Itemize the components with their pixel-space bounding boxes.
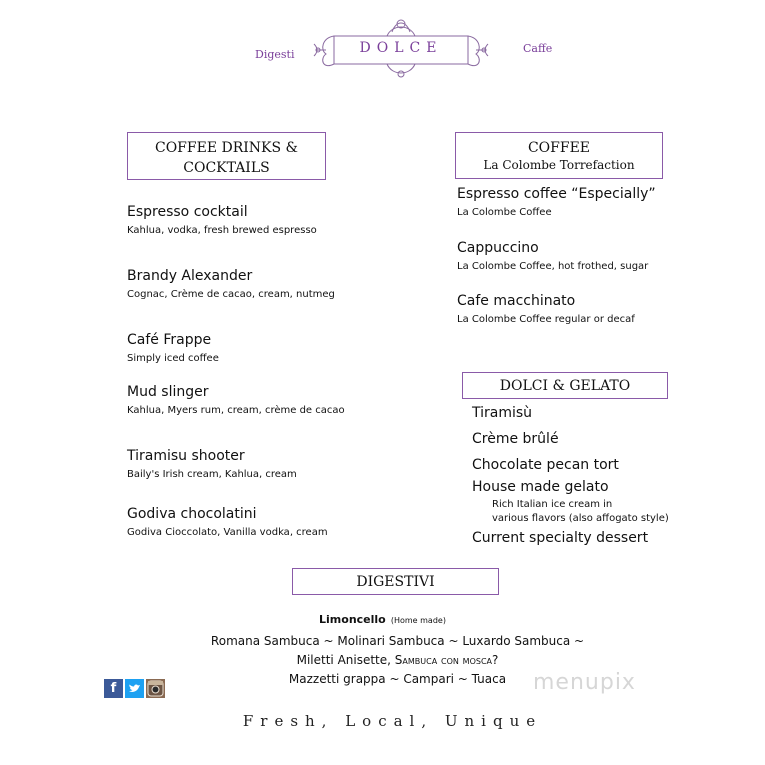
header-right-label: Caffe [523,42,553,55]
cocktail-item-name: Brandy Alexander [127,268,253,284]
digestivi-line2-a: Miletti Anisette, [296,653,395,667]
dolci-item: Chocolate pecan tort [472,457,619,473]
cocktails-heading-line1: COFFEE DRINKS & [154,140,298,156]
cocktail-item-desc: Kahlua, Myers rum, cream, crème de cacao [127,405,345,416]
coffee-item-name: Cafe macchinato [457,293,576,309]
cocktail-item-desc: Cognac, Crème de cacao, cream, nutmeg [127,289,335,300]
cocktail-item-name: Espresso cocktail [127,204,248,220]
coffee-heading-box [455,132,663,179]
limoncello-line [0,608,765,627]
cocktails-heading-line2: COCKTAILS [183,160,270,176]
logo [312,14,490,80]
cocktail-item-desc: Kahlua, vodka, fresh brewed espresso [127,225,317,236]
tagline: Fresh, Local, Unique [242,712,543,730]
dolci-heading-box: DOLCI & GELATO [462,372,668,399]
digestivi-heading-box: DIGESTIVI [292,568,499,595]
dolci-item: Tiramisù [472,405,533,421]
logo-text: DOLCE [359,40,443,56]
cocktail-item-name: Café Frappe [127,332,212,348]
coffee-item-name: Cappuccino [457,240,539,256]
header-left-label: Digesti [255,48,295,61]
coffee-subheading: La Colombe Torrefaction [483,158,635,172]
instagram-icon[interactable] [146,679,165,698]
cocktail-item-name: Mud slinger [127,384,209,400]
facebook-icon[interactable]: f [104,679,123,698]
cocktails-heading-box [127,132,326,180]
limoncello-note: (Home made) [390,616,446,625]
cocktail-item-desc: Baily's Irish cream, Kahlua, cream [127,469,297,480]
cocktail-item-desc: Simply iced coffee [127,353,219,364]
cocktail-item-name: Godiva chocolatini [127,506,257,522]
coffee-item-name: Espresso coffee “Especially” [457,186,656,202]
gelato-desc-line1: Rich Italian ice cream in [492,499,613,510]
dolci-item-last: Current specialty dessert [472,530,649,546]
coffee-heading: COFFEE [527,140,591,156]
bird-icon [125,679,144,698]
digestivi-line1: Romana Sambuca ~ Molinari Sambuca ~ Luxardo Sambuca ~ [210,634,585,648]
digestivi-line2-b: Sambuca con mosca? [394,653,499,667]
camera-icon [146,679,165,698]
digestivi-line3: Mazzetti grappa ~ Campari ~ Tuaca [288,672,507,686]
gelato-desc-line2: various flavors (also affogato style) [492,513,669,524]
limoncello-label: Limoncello [319,613,386,626]
dolci-item: House made gelato [472,479,609,495]
watermark: menupix [533,670,636,695]
dolci-item: Crème brûlé [472,431,559,447]
cocktail-item-desc: Godiva Cioccolato, Vanilla vodka, cream [127,527,328,538]
coffee-item-desc: La Colombe Coffee, hot frothed, sugar [457,261,649,272]
coffee-item-desc: La Colombe Coffee [457,207,552,218]
cocktail-item-name: Tiramisu shooter [127,448,245,464]
digestivi-line2 [0,653,765,667]
twitter-icon[interactable] [125,679,144,698]
coffee-item-desc: La Colombe Coffee regular or decaf [457,314,635,325]
